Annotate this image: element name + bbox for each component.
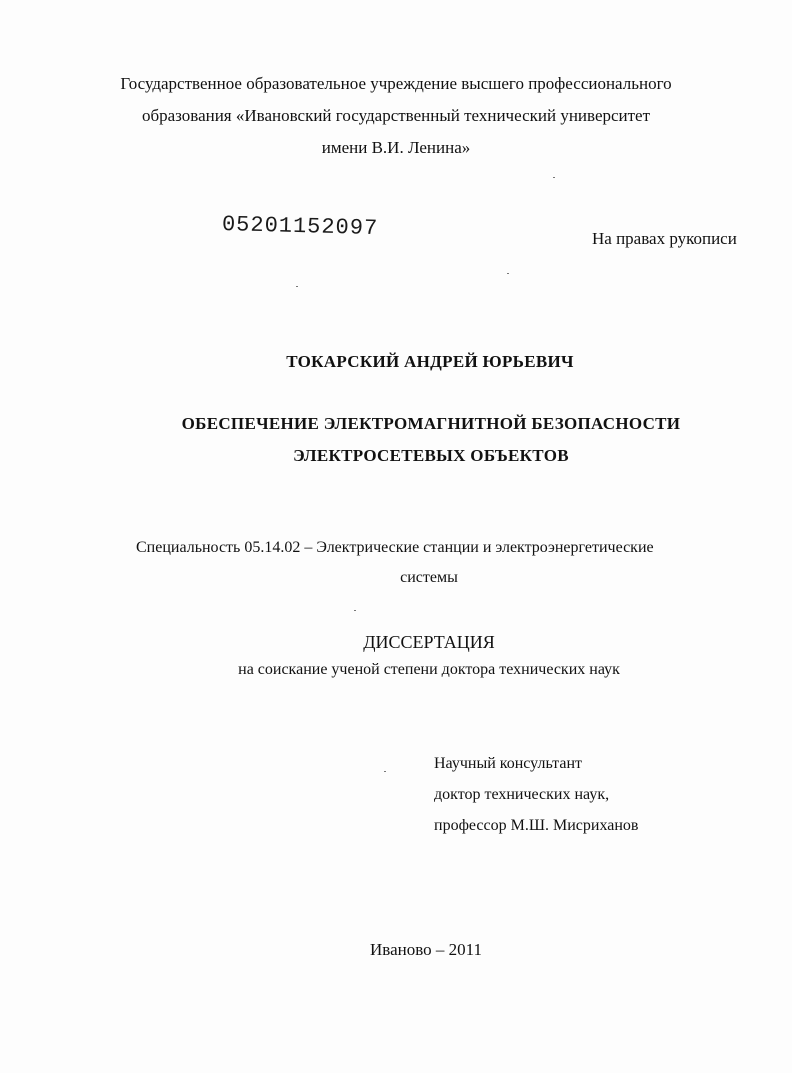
institution-line-2: образования «Ивановский государственный технический университет [141,106,651,125]
dissertation-title-line-2: ЭЛЕКТРОСЕТЕВЫХ ОБЪЕКТОВ [293,446,569,465]
author-name: ТОКАРСКИЙ АНДРЕЙ ЮРЬЕВИЧ [286,352,574,371]
scan-speck [384,771,386,772]
consultant-line-3: профессор М.Ш. Мисриханов [434,817,639,834]
specialty-line-1: Специальность 05.14.02 – Электрические станции и электроэнергетические [136,539,654,556]
scan-speck [354,610,356,611]
archive-stamp-number: 05201152097 [221,212,379,242]
degree-statement: на соискание ученой степени доктора технических наук [238,661,620,678]
consultant-line-2: доктор технических наук, [434,786,610,803]
document-type: ДИССЕРТАЦИЯ [363,632,495,652]
consultant-line-1: Научный консультант [434,755,582,772]
rights-note: На правах рукописи [592,229,737,248]
institution-line-1: Государственное образовательное учреждение высшего профессионального [120,74,672,93]
scan-speck [507,273,509,274]
institution-line-3: имени В.И. Ленина» [321,138,471,157]
dissertation-title-line-1: ОБЕСПЕЧЕНИЕ ЭЛЕКТРОМАГНИТНОЙ БЕЗОПАСНОСТИ [181,414,681,433]
scan-speck [553,177,555,178]
specialty-line-2: системы [400,569,458,586]
city-year: Иваново – 2011 [369,940,482,959]
scan-speck [296,286,298,287]
